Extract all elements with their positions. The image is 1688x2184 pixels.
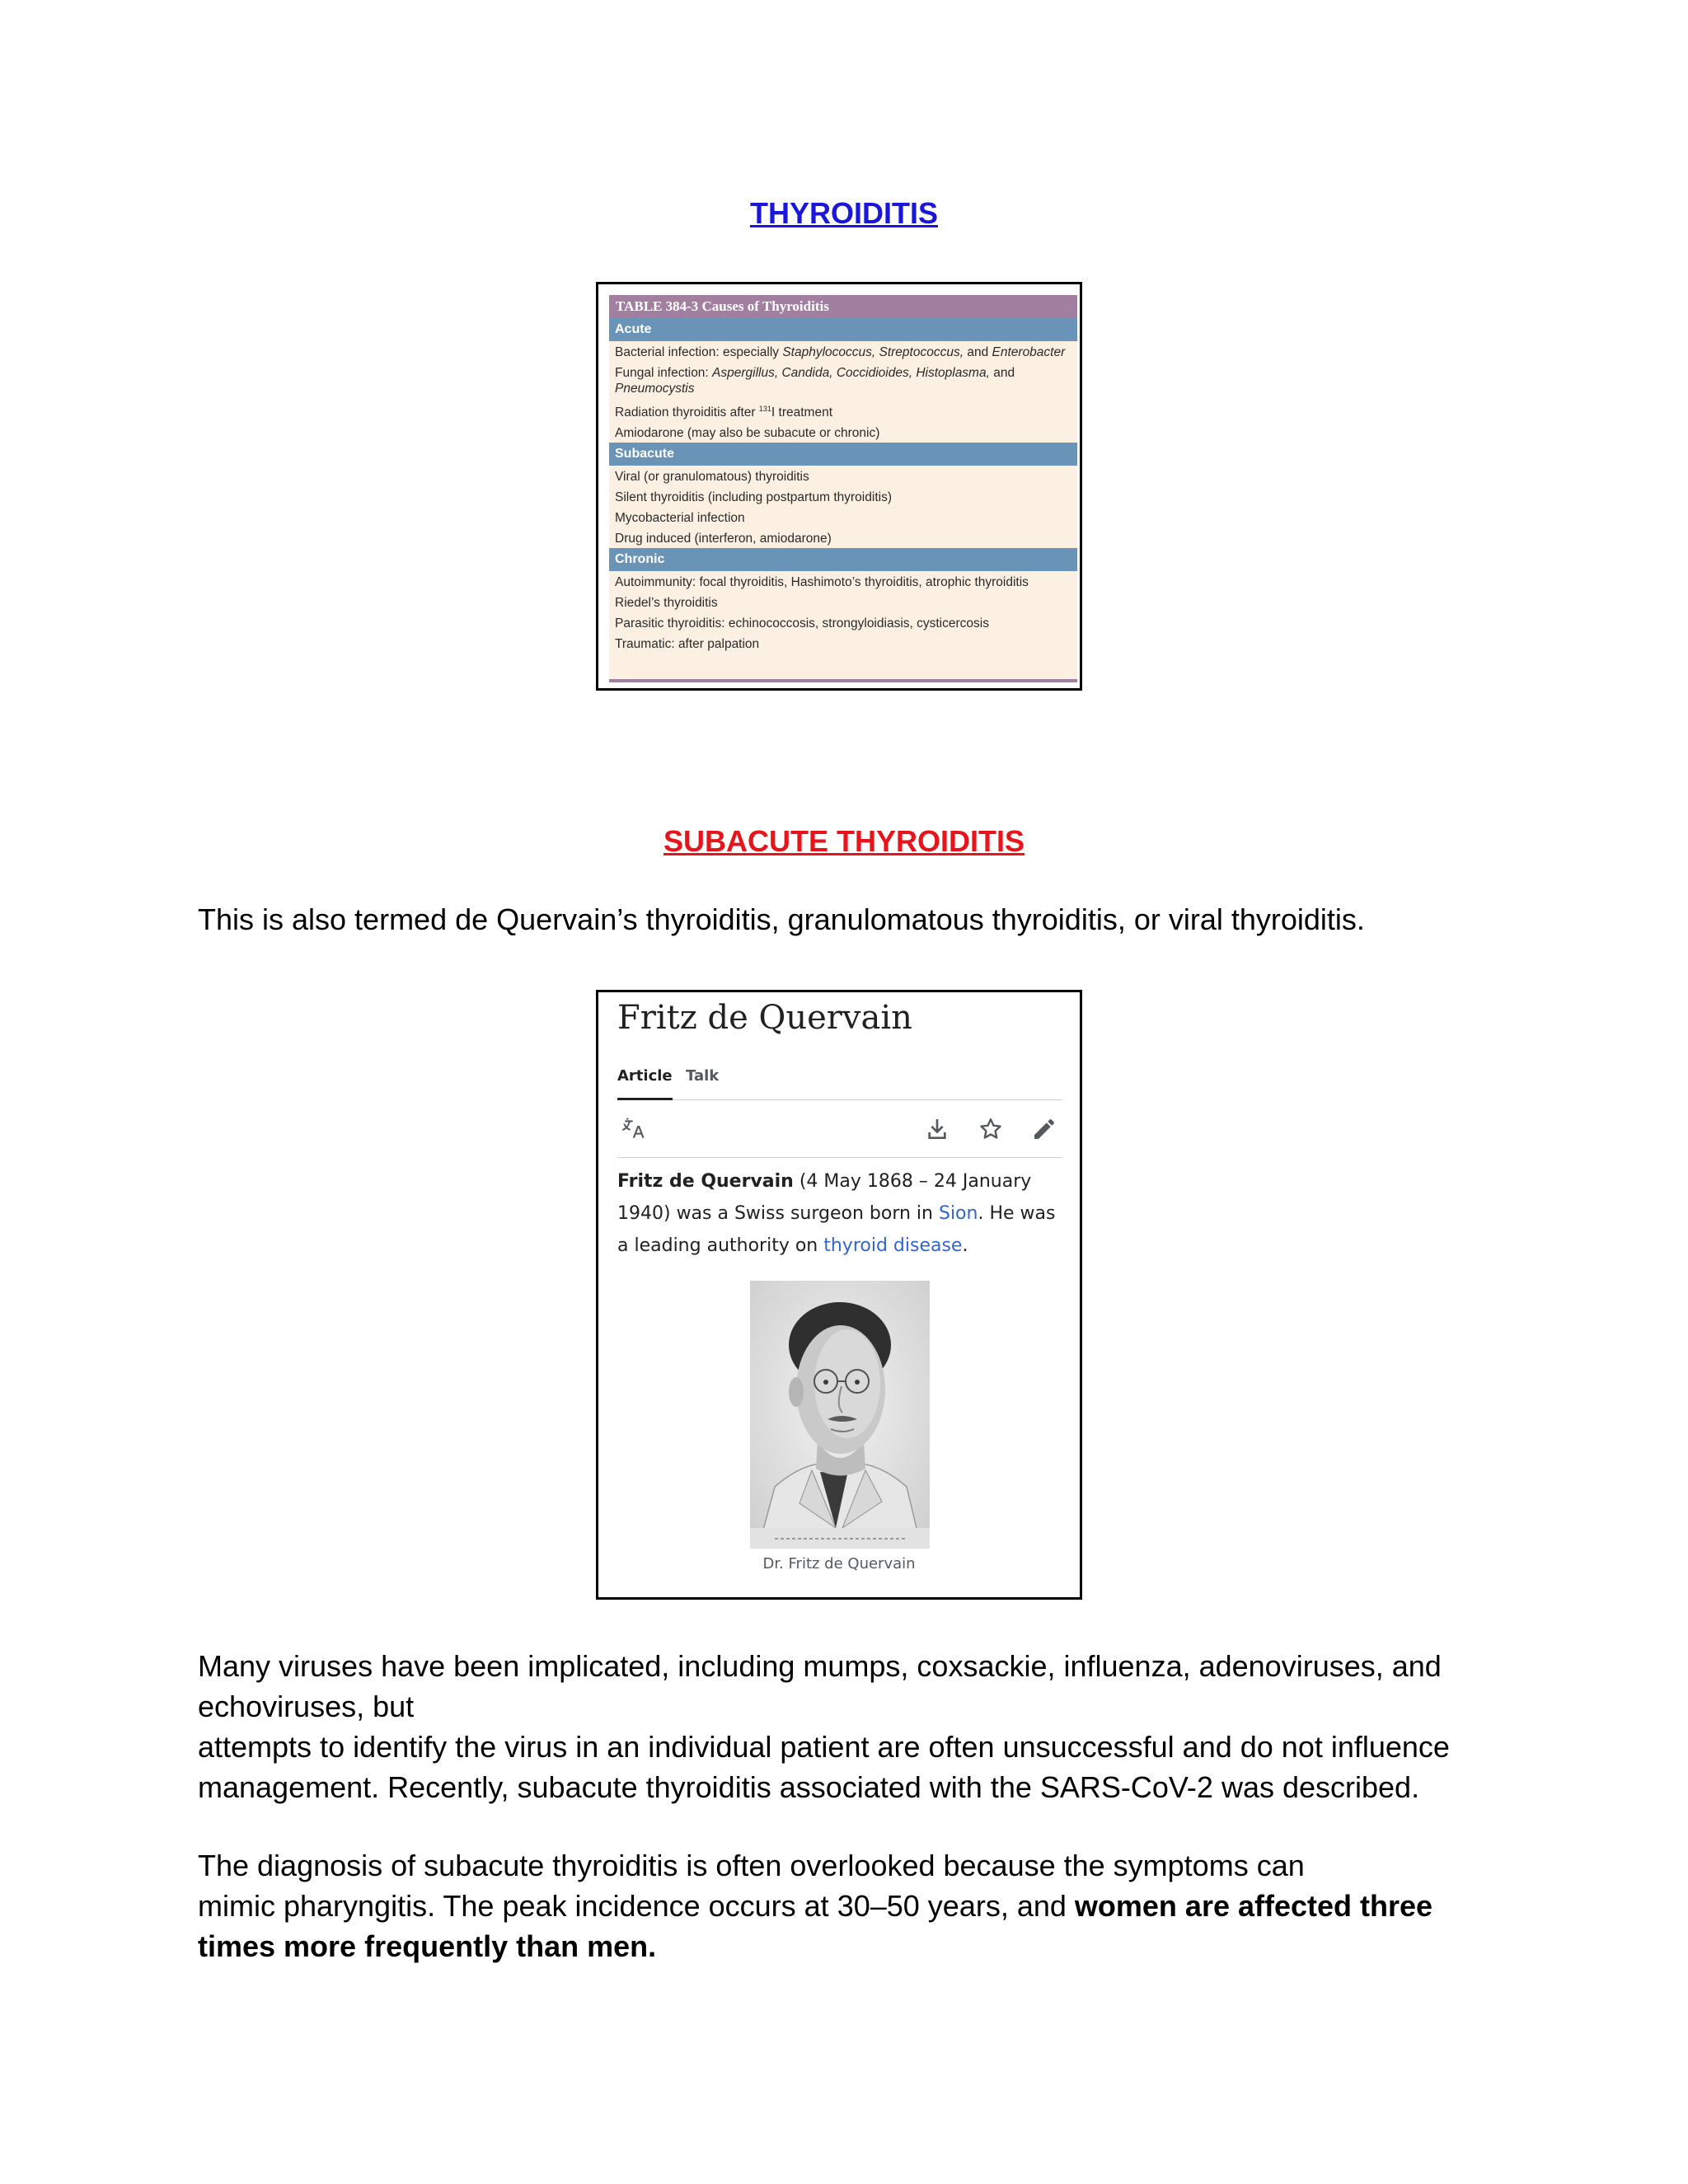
link-thyroid-disease[interactable]: thyroid disease — [823, 1235, 963, 1256]
wiki-article-title: Fritz de Quervain — [617, 999, 912, 1037]
download-icon[interactable] — [924, 1116, 950, 1142]
table-row: Silent thyroiditis (including postpartum thyroiditis) — [615, 490, 892, 505]
wiki-subject-name: Fritz de Quervain — [617, 1171, 794, 1192]
paragraph-line — [198, 1886, 1517, 1966]
wiki-text-segment: (4 May 1868 – 24 January 1940) was a Swiss surgeon born in — [617, 1171, 1032, 1224]
wiki-text-segment: . He was a leading authority on — [617, 1203, 1056, 1256]
table-row: Bacterial infection: especially Staphylococcus, Streptococcus, and Enterobacter — [615, 345, 1066, 359]
table-row: Traumatic: after palpation — [615, 637, 760, 652]
table-body — [609, 318, 1077, 654]
paragraph-line: Many viruses have been implicated, including mumps, coxsackie, influenza, adenoviruses, and echoviruses, but — [198, 1649, 1442, 1723]
table-row: Drug induced (interferon, amiodarone) — [615, 532, 832, 546]
intro-paragraph: This is also termed de Quervain’s thyroiditis, granulomatous thyroiditis, or viral thyroiditis. — [198, 902, 1365, 936]
table-section-header: Subacute — [609, 443, 1077, 466]
translate-icon[interactable] — [621, 1116, 647, 1142]
link-sion[interactable]: Sion — [938, 1203, 978, 1224]
table-row: Autoimmunity: focal thyroiditis, Hashimoto’s thyroiditis, atrophic thyroiditis — [615, 575, 1029, 590]
table-row: Riedel’s thyroiditis — [615, 596, 718, 611]
wiki-summary — [617, 1165, 1067, 1262]
table-section-header: Chronic — [609, 548, 1077, 571]
causes-of-thyroiditis-table — [609, 295, 1077, 682]
viruses-paragraph — [198, 1646, 1517, 1807]
tab-article[interactable]: Article — [617, 1065, 673, 1100]
wiki-tabs — [617, 1065, 1062, 1100]
table-title: TABLE 384-3 Causes of Thyroiditis — [609, 295, 1077, 318]
table-row: Mycobacterial infection — [615, 511, 745, 526]
emphasis-text: women are affected three times more frequently than men. — [198, 1889, 1433, 1963]
paragraph-line: The diagnosis of subacute thyroiditis is often overlooked because the symptoms can — [198, 1849, 1305, 1882]
wikipedia-card — [596, 990, 1082, 1600]
edit-pencil-icon[interactable] — [1031, 1116, 1057, 1142]
portrait-photo[interactable] — [750, 1281, 930, 1549]
diagnosis-paragraph — [198, 1845, 1517, 1966]
wiki-toolbar — [617, 1099, 1062, 1158]
section-heading: SUBACUTE THYROIDITIS — [663, 824, 1025, 858]
table-row: Radiation thyroiditis after $^{131}$I treatment — [615, 405, 833, 420]
wiki-text-segment: . — [962, 1235, 968, 1256]
table-section-header: Acute — [609, 318, 1077, 341]
photo-caption: Dr. Fritz de Quervain — [762, 1555, 916, 1572]
table-row: Viral (or granulomatous) thyroiditis — [615, 470, 809, 485]
tab-talk[interactable]: Talk — [686, 1067, 720, 1085]
star-icon[interactable] — [978, 1116, 1004, 1142]
causes-table-figure — [596, 282, 1082, 691]
paragraph-line: attempts to identify the virus in an individual patient are often unsuccessful and do not influence management. Recently, subacute thyroiditis associated with the SARS-CoV-2 was described. — [198, 1730, 1450, 1804]
table-row: Parasitic thyroiditis: echinococcosis, strongyloidiasis, cysticercosis — [615, 616, 989, 631]
page-title: THYROIDITIS — [749, 196, 938, 230]
table-row: Fungal infection: Aspergillus, Candida, Coccidioides, Histoplasma, and Pneumocystis — [615, 366, 1015, 396]
table-row: Amiodarone (may also be subacute or chronic) — [615, 426, 880, 441]
paragraph-text: mimic pharyngitis. The peak incidence occurs at 30–50 years, and — [198, 1889, 1075, 1923]
